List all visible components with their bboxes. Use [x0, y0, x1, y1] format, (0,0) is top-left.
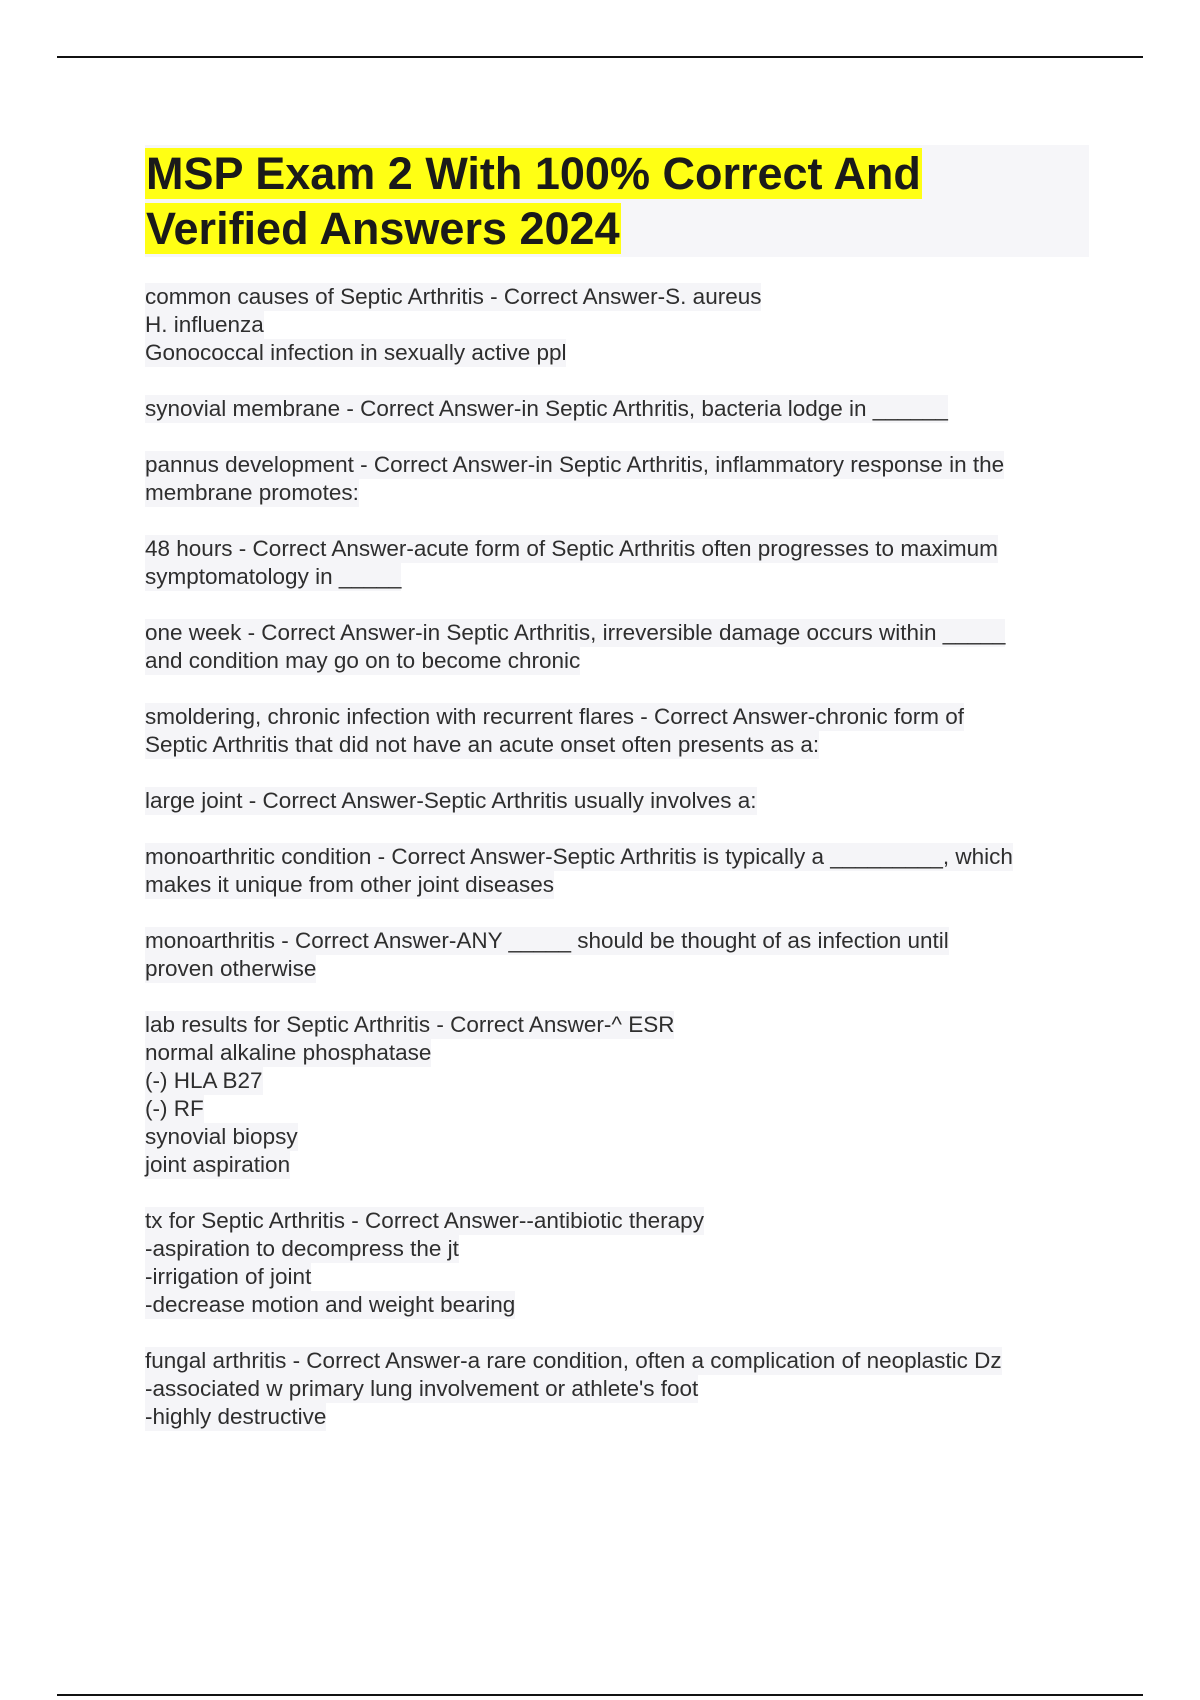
qa-entry [145, 787, 1095, 815]
title-line-2: Verified Answers 2024 [146, 203, 620, 254]
qa-entry-answer-line: H. influenza [145, 312, 264, 337]
qa-entry-answer-line: -associated w primary lung involvement or athlete's foot [145, 1376, 699, 1401]
qa-entry-answer-line: joint aspiration [145, 1152, 291, 1177]
qa-entry [145, 451, 1095, 507]
qa-entry-term-line: smoldering, chronic infection with recurrent flares - Correct Answer-chronic form of [145, 704, 965, 729]
qa-entry [145, 1347, 1095, 1431]
qa-entry [145, 283, 1095, 367]
qa-entry-term-line: 48 hours - Correct Answer-acute form of Septic Arthritis often progresses to maximum [145, 536, 998, 561]
bottom-rule [57, 1694, 1143, 1696]
document-title [145, 146, 1089, 256]
qa-entry-term-line: fungal arthritis - Correct Answer-a rare condition, often a complication of neoplastic Dz [145, 1348, 1002, 1373]
qa-entry [145, 1011, 1095, 1179]
qa-entry-term-line: common causes of Septic Arthritis - Correct Answer-S. aureus [145, 284, 762, 309]
qa-entry-answer-line: membrane promotes: [145, 480, 359, 505]
qa-entry-answer-line: -irrigation of joint [145, 1264, 312, 1289]
qa-entry-term-line: monoarthritis - Correct Answer-ANY _____ should be thought of as infection until [145, 928, 949, 953]
qa-entry-answer-line: Gonococcal infection in sexually active ppl [145, 340, 567, 365]
qa-entry-answer-line: symptomatology in _____ [145, 564, 402, 589]
qa-entry-answer-line: -decrease motion and weight bearing [145, 1292, 516, 1317]
qa-entry-term-line: large joint - Correct Answer-Septic Arthritis usually involves a: [145, 788, 757, 813]
top-rule [57, 56, 1143, 58]
qa-entry [145, 703, 1095, 759]
question-answer-list [145, 283, 1095, 1459]
qa-entry-answer-line: Septic Arthritis that did not have an acute onset often presents as a: [145, 732, 820, 757]
qa-entry-answer-line: proven otherwise [145, 956, 317, 981]
qa-entry [145, 395, 1095, 423]
qa-entry-answer-line: -highly destructive [145, 1404, 327, 1429]
qa-entry-answer-line: (-) RF [145, 1096, 204, 1121]
qa-entry [145, 619, 1095, 675]
qa-entry-term-line: lab results for Septic Arthritis - Correct Answer-^ ESR [145, 1012, 675, 1037]
qa-entry-term-line: one week - Correct Answer-in Septic Arthritis, irreversible damage occurs within _____ [145, 620, 1006, 645]
qa-entry [145, 843, 1095, 899]
qa-entry [145, 927, 1095, 983]
qa-entry-answer-line: and condition may go on to become chronic [145, 648, 581, 673]
qa-entry-term-line: synovial membrane - Correct Answer-in Septic Arthritis, bacteria lodge in ______ [145, 396, 948, 421]
qa-entry-term-line: tx for Septic Arthritis - Correct Answer--antibiotic therapy [145, 1208, 704, 1233]
qa-entry-term-line: monoarthritic condition - Correct Answer-Septic Arthritis is typically a _________, which [145, 844, 1013, 869]
qa-entry-answer-line: (-) HLA B27 [145, 1068, 263, 1093]
qa-entry-answer-line: normal alkaline phosphatase [145, 1040, 432, 1065]
qa-entry-answer-line: -aspiration to decompress the jt [145, 1236, 459, 1261]
qa-entry-answer-line: makes it unique from other joint diseases [145, 872, 554, 897]
title-line-1: MSP Exam 2 With 100% Correct And [146, 148, 921, 199]
qa-entry-answer-line: synovial biopsy [145, 1124, 298, 1149]
qa-entry-term-line: pannus development - Correct Answer-in Septic Arthritis, inflammatory response in the [145, 452, 1005, 477]
qa-entry [145, 535, 1095, 591]
qa-entry [145, 1207, 1095, 1319]
